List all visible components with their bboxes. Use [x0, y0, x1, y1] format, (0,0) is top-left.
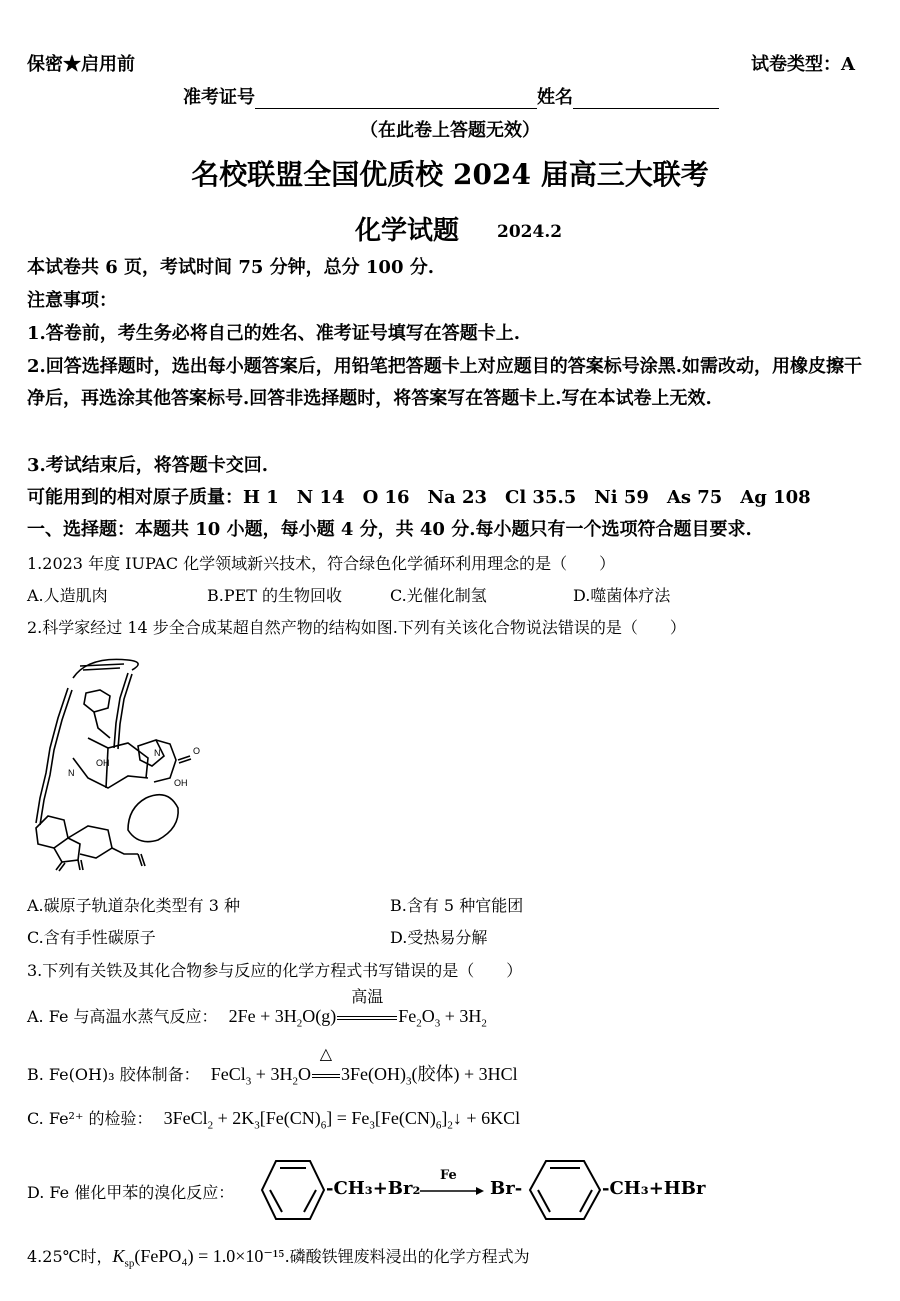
- notes-title: 注意事项：: [27, 290, 117, 311]
- note-3: 3.考试结束后，将答题卡交回.: [27, 455, 269, 476]
- q2-option-d[interactable]: D.受热易分解: [390, 928, 488, 947]
- q3-option-a[interactable]: [27, 989, 487, 1030]
- q3-b-equation: FeCl$_3$ + $3H_2O$ △ $3Fe(OH)_3$(胶体) + 3HCl: [210, 1046, 518, 1088]
- q3-d-catalyst: Fe: [440, 1168, 457, 1183]
- note-1: 1.答卷前，考生务必将自己的姓名、准考证号填写在答题卡上.: [27, 323, 521, 344]
- q3-d-reactant: -CH₃+Br₂: [326, 1178, 421, 1199]
- reaction-arrow-icon: [420, 1185, 484, 1197]
- name-blank[interactable]: [573, 88, 719, 109]
- exam-id-label: 准考证号: [183, 87, 255, 108]
- q3-a-equation: $2Fe + 3H_2O(g)$ 高温 $Fe_2O_3 + 3H_2$: [229, 1006, 487, 1026]
- q1-option-c[interactable]: C.光催化制氢: [390, 586, 487, 605]
- q2-option-b[interactable]: B.含有 5 种官能团: [390, 896, 524, 915]
- exam-title: 名校联盟全国优质校 2024 届高三大联考: [191, 158, 709, 191]
- q3-a-label: A. Fe 与高温水蒸气反应：: [27, 1007, 218, 1026]
- q3-b-label: B. Fe(OH)₃ 胶体制备：: [27, 1065, 200, 1084]
- q3-option-c[interactable]: [27, 1106, 520, 1132]
- q3-option-b[interactable]: [27, 1046, 518, 1088]
- q2-label-o: O: [193, 746, 201, 756]
- bromotoluene-benzene-ring: [524, 1155, 606, 1225]
- q1-option-b[interactable]: B.PET 的生物回收: [207, 586, 343, 605]
- q2-label-n1: N: [154, 748, 161, 758]
- note-2: 2.回答选择题时，选出每小题答案后，用铅笔把答题卡上对应题目的答案标号涂黑.如需改动，用橡皮擦干净后，再选涂其他答案标号.回答非选择题时，将答案写在答题卡上.写在本试卷上无效.: [27, 356, 863, 409]
- q1-stem: 1.2023 年度 IUPAC 化学领域新兴技术，符合绿色化学循环利用理念的是（ ）: [27, 554, 616, 573]
- q3-d-product: -CH₃+HBr: [602, 1178, 706, 1199]
- name-label: 姓名: [537, 87, 573, 108]
- q3-d-bromo: Br-: [490, 1178, 523, 1199]
- q4-ksp-expression: (FePO₄) = 1.0×10⁻¹⁵: [134, 1246, 285, 1266]
- q2-molecule-structure: [28, 648, 208, 878]
- subject-name: 化学试题: [355, 216, 460, 246]
- q4-stem-end: .磷酸铁锂废料浸出的化学方程式为: [284, 1247, 530, 1266]
- q2-label-n2: N: [68, 768, 75, 778]
- ksp-symbol: $K_{sp}$: [112, 1246, 135, 1270]
- q4-stem-start: 4.25℃时，: [27, 1247, 113, 1266]
- q3-stem: 3.下列有关铁及其化合物参与反应的化学方程式书写错误的是（ ）: [27, 961, 523, 980]
- q2-option-a[interactable]: A.碳原子轨道杂化类型有 3 种: [27, 896, 240, 915]
- q4-stem: [27, 1244, 530, 1270]
- subject-title: [355, 210, 562, 247]
- toluene-benzene-ring: [258, 1155, 328, 1225]
- q2-label-oh1: OH: [96, 758, 110, 768]
- q3-c-label: C. Fe²⁺ 的检验：: [27, 1109, 153, 1128]
- q3-c-equation: 3FeCl$_2$ + $2K_3[Fe(CN)_6]$ = $Fe_3[Fe(CN)_6]_2↓ + 6KCl$: [163, 1108, 521, 1132]
- exam-id-blank[interactable]: [255, 88, 537, 109]
- exam-date: 2024.2: [497, 222, 563, 242]
- q3-b-colloid: (胶体): [411, 1064, 460, 1084]
- atomic-masses: 可能用到的相对原子质量：H 1 N 14 O 16 Na 23 Cl 35.5 Ni 59 As 75 Ag 108: [27, 487, 811, 508]
- exam-id-row: [183, 83, 719, 109]
- q3-a-condition: 高温: [351, 989, 384, 1006]
- q1-option-a[interactable]: A.人造肌肉: [27, 586, 108, 605]
- paper-type-label: 试卷类型：A: [751, 54, 855, 75]
- section-1-title: 一、选择题：本题共 10 小题，每小题 4 分，共 40 分.每小题只有一个选项符合题目要求.: [27, 519, 752, 540]
- q2-option-c[interactable]: C.含有手性碳原子: [27, 928, 156, 947]
- q3-d-label[interactable]: D. Fe 催化甲苯的溴化反应：: [27, 1183, 235, 1202]
- q3-b-condition: △: [319, 1046, 333, 1063]
- q1-option-d[interactable]: D.噬菌体疗法: [573, 586, 671, 605]
- q2-label-oh2: OH: [174, 778, 188, 788]
- confidential-label: 保密★启用前: [27, 54, 135, 75]
- q2-stem: 2.科学家经过 14 步全合成某超自然产物的结构如图.下列有关该化合物说法错误的是（ ）: [27, 618, 686, 637]
- answer-invalid-notice: （在此卷上答题无效）: [360, 120, 540, 141]
- paper-summary: 本试卷共 6 页，考试时间 75 分钟，总分 100 分.: [27, 257, 435, 278]
